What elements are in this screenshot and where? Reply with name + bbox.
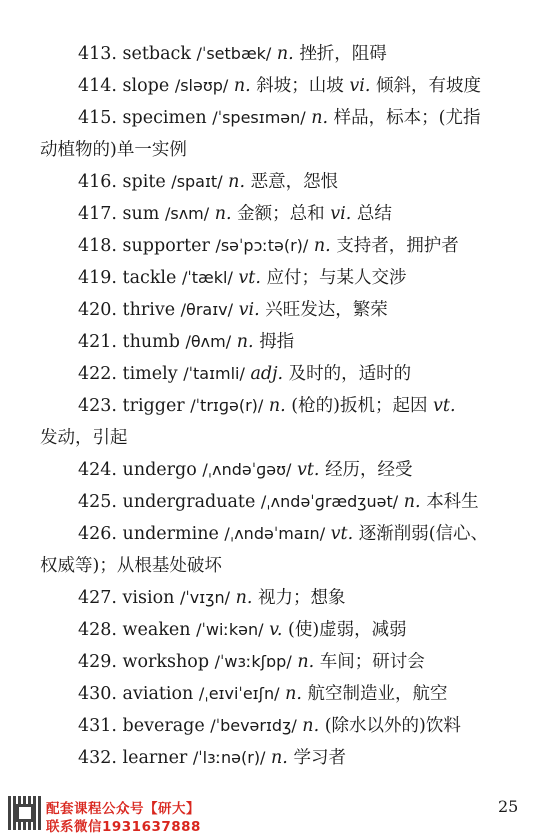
dictionary-entry (40, 294, 530, 326)
entry-first-line (40, 38, 530, 70)
entry-part-of-speech: vt. (238, 268, 261, 288)
dictionary-entry (40, 326, 530, 358)
entry-phonetic: /ˈtaɪmli/ (183, 364, 245, 383)
entry-definition: 及时的，适时的 (288, 364, 412, 384)
entry-first-line (40, 166, 530, 198)
entry-headword: sum (122, 204, 160, 224)
dictionary-entry (40, 390, 530, 454)
entry-first-line (40, 614, 530, 646)
dictionary-entry (40, 454, 530, 486)
entry-part-of-speech: n. (228, 172, 246, 192)
entry-headword: setback (122, 44, 191, 64)
dictionary-entry (40, 486, 530, 518)
entry-number: 430. (78, 684, 117, 704)
entry-first-line (40, 358, 530, 390)
entry-definition: (使)虚弱，减弱 (288, 620, 407, 640)
entry-part-of-speech: vt. (297, 460, 320, 480)
entry-number: 416. (78, 172, 117, 192)
entry-phonetic: /ˌʌndəˈmaɪn/ (224, 524, 326, 543)
entry-first-line (40, 646, 530, 678)
entry-part-of-speech: n. (297, 652, 315, 672)
dictionary-entry (40, 614, 530, 646)
dictionary-entry (40, 742, 530, 774)
entry-definition: 金额；总和 (237, 204, 325, 224)
entry-first-line (40, 230, 530, 262)
entry-phonetic: /ˈvɪʒn/ (180, 588, 230, 607)
entry-part-of-speech: n. (285, 684, 302, 704)
entry-first-line (40, 518, 530, 550)
entry-number: 426. (78, 524, 117, 544)
entry-number: 417. (78, 204, 117, 224)
entry-definition: 兴旺发达，繁荣 (265, 300, 388, 320)
entry-definition: 支持者，拥护者 (336, 236, 459, 256)
entry-continuation: 权威等)；从根基处破坏 (40, 556, 222, 576)
entry-number: 432. (78, 748, 117, 768)
dictionary-entry (40, 38, 530, 70)
entry-part-of-speech: vi. (238, 300, 260, 320)
dictionary-entry (40, 678, 530, 710)
entry-headword: thrive (122, 300, 176, 320)
entry-definition: 学习者 (293, 748, 346, 768)
entry-number: 422. (78, 364, 117, 384)
entry-number: 424. (78, 460, 117, 480)
dictionary-entry (40, 166, 530, 198)
entry-number: 429. (78, 652, 117, 672)
entry-part-of-speech: n. (311, 108, 329, 128)
entry-first-line (40, 454, 530, 486)
dictionary-entry (40, 518, 530, 582)
entry-part-of-speech: n. (302, 716, 320, 736)
entry-part-of-speech-2: vi. (330, 204, 352, 224)
entry-headword: beverage (122, 716, 205, 736)
entry-headword: undergo (122, 460, 197, 480)
entry-headword: timely (122, 364, 178, 384)
entry-part-of-speech: n. (268, 396, 286, 416)
dictionary-entry (40, 198, 530, 230)
entry-first-line (40, 390, 530, 422)
entry-part-of-speech: n. (271, 748, 288, 768)
entry-definition: 经历，经受 (325, 460, 413, 480)
entry-headword: slope (122, 76, 170, 96)
entry-phonetic: /ˈwiːkən/ (196, 620, 264, 639)
entry-part-of-speech: n. (236, 332, 254, 352)
entry-phonetic: /ˌeɪviˈeɪʃn/ (198, 684, 280, 703)
entry-number: 428. (78, 620, 117, 640)
entry-headword: thumb (122, 332, 180, 352)
entry-continuation: 发动，引起 (40, 428, 128, 448)
entry-number: 414. (78, 76, 117, 96)
entry-definition: (枪的)扳机；起因 (291, 396, 428, 416)
entry-part-of-speech: n. (233, 76, 251, 96)
entry-part-of-speech: n. (214, 204, 232, 224)
entry-first-line (40, 742, 530, 774)
entry-phonetic: /ˌʌndəˈɡəʊ/ (202, 460, 292, 479)
dictionary-entry (40, 710, 530, 742)
entry-definition-2: 总结 (356, 204, 392, 224)
entry-definition: 样品，标本；(尤指 (333, 108, 481, 128)
entry-definition: (除水以外的)饮料 (324, 716, 461, 736)
dictionary-entry (40, 646, 530, 678)
entry-first-line (40, 678, 530, 710)
entry-first-line (40, 102, 530, 134)
entry-phonetic: /ˈtækl/ (181, 268, 233, 287)
dictionary-entry (40, 582, 530, 614)
entry-part-of-speech: v. (269, 620, 283, 640)
entry-part-of-speech: adj. (250, 364, 284, 384)
entry-definition: 拇指 (259, 332, 295, 352)
dictionary-entry (40, 262, 530, 294)
entry-definition-2: 倾斜，有坡度 (375, 76, 481, 96)
entry-first-line (40, 262, 530, 294)
entry-phonetic: /ˈspesɪmən/ (212, 108, 306, 127)
entry-first-line (40, 198, 530, 230)
dictionary-entry (40, 230, 530, 262)
entry-phonetic: /sləʊp/ (174, 76, 229, 95)
entry-number: 419. (78, 268, 117, 288)
entry-headword: weaken (122, 620, 191, 640)
entry-part-of-speech: n. (313, 236, 331, 256)
entry-number: 413. (78, 44, 117, 64)
entry-headword: learner (122, 748, 188, 768)
entry-headword: vision (122, 588, 175, 608)
entry-first-line (40, 486, 530, 518)
dictionary-entry (40, 102, 530, 166)
entry-headword: specimen (122, 108, 207, 128)
page-number: 25 (498, 797, 519, 816)
dictionary-entry (40, 358, 530, 390)
entry-number: 427. (78, 588, 117, 608)
dictionary-entry (40, 70, 530, 102)
entry-headword: workshop (122, 652, 210, 672)
entry-part-of-speech: n. (276, 44, 294, 64)
entry-part-of-speech: vt. (330, 524, 354, 544)
entry-definition: 斜坡；山坡 (256, 76, 344, 96)
entry-headword: supporter (122, 236, 210, 256)
entry-continuation: 动植物的)单一实例 (40, 140, 187, 160)
entry-first-line (40, 294, 530, 326)
entry-definition: 应付；与某人交涉 (266, 268, 407, 288)
entry-phonetic: /ˈwɜːkʃɒp/ (214, 652, 292, 671)
entry-headword: undermine (122, 524, 219, 544)
entry-headword: trigger (122, 396, 185, 416)
entry-number: 415. (78, 108, 117, 128)
entry-number: 418. (78, 236, 117, 256)
entry-number: 420. (78, 300, 117, 320)
footer-promo-line-1: 配套课程公众号【研大】 (46, 801, 200, 817)
entry-phonetic: /səˈpɔːtə(r)/ (215, 236, 309, 255)
entry-number: 423. (78, 396, 117, 416)
entry-definition: 视力；想象 (257, 588, 346, 608)
entry-definition: 航空制造业，航空 (307, 684, 448, 704)
footer-promo-line-2: 联系微信1931637888 (46, 819, 201, 835)
entry-phonetic: /ˈlɜːnə(r)/ (192, 748, 266, 767)
entry-definition: 逐渐削弱(信心、 (358, 524, 489, 544)
entry-headword: spite (122, 172, 166, 192)
entry-definition: 挫折，阻碍 (299, 44, 387, 64)
entry-first-line (40, 326, 530, 358)
entry-phonetic: /ˈbevərɪdʒ/ (210, 716, 297, 735)
entry-phonetic: /ˈtrɪɡə(r)/ (190, 396, 264, 415)
entry-headword: undergraduate (122, 492, 256, 512)
entry-definition: 车间；研讨会 (319, 652, 425, 672)
entry-first-line (40, 582, 530, 614)
entry-part-of-speech: n. (403, 492, 421, 512)
qr-code-icon (8, 796, 42, 830)
entry-phonetic: /θʌm/ (185, 332, 232, 351)
entry-headword: tackle (122, 268, 177, 288)
entry-headword: aviation (122, 684, 194, 704)
entry-number: 421. (78, 332, 117, 352)
entry-phonetic: /θraɪv/ (180, 300, 234, 319)
entry-first-line (40, 70, 530, 102)
entry-part-of-speech-2: vt. (433, 396, 456, 416)
entry-part-of-speech-2: vi. (349, 76, 371, 96)
entry-first-line (40, 710, 530, 742)
entry-phonetic: /ˈsetbæk/ (196, 44, 272, 63)
entry-definition: 本科生 (426, 492, 479, 512)
entry-phonetic: /ˌʌndəˈɡrædʒuət/ (260, 492, 399, 511)
entry-phonetic: /sʌm/ (164, 204, 210, 223)
entry-part-of-speech: n. (235, 588, 253, 608)
entry-number: 425. (78, 492, 117, 512)
entry-number: 431. (78, 716, 117, 736)
entry-definition: 恶意，怨恨 (250, 172, 339, 192)
entry-phonetic: /spaɪt/ (171, 172, 223, 191)
